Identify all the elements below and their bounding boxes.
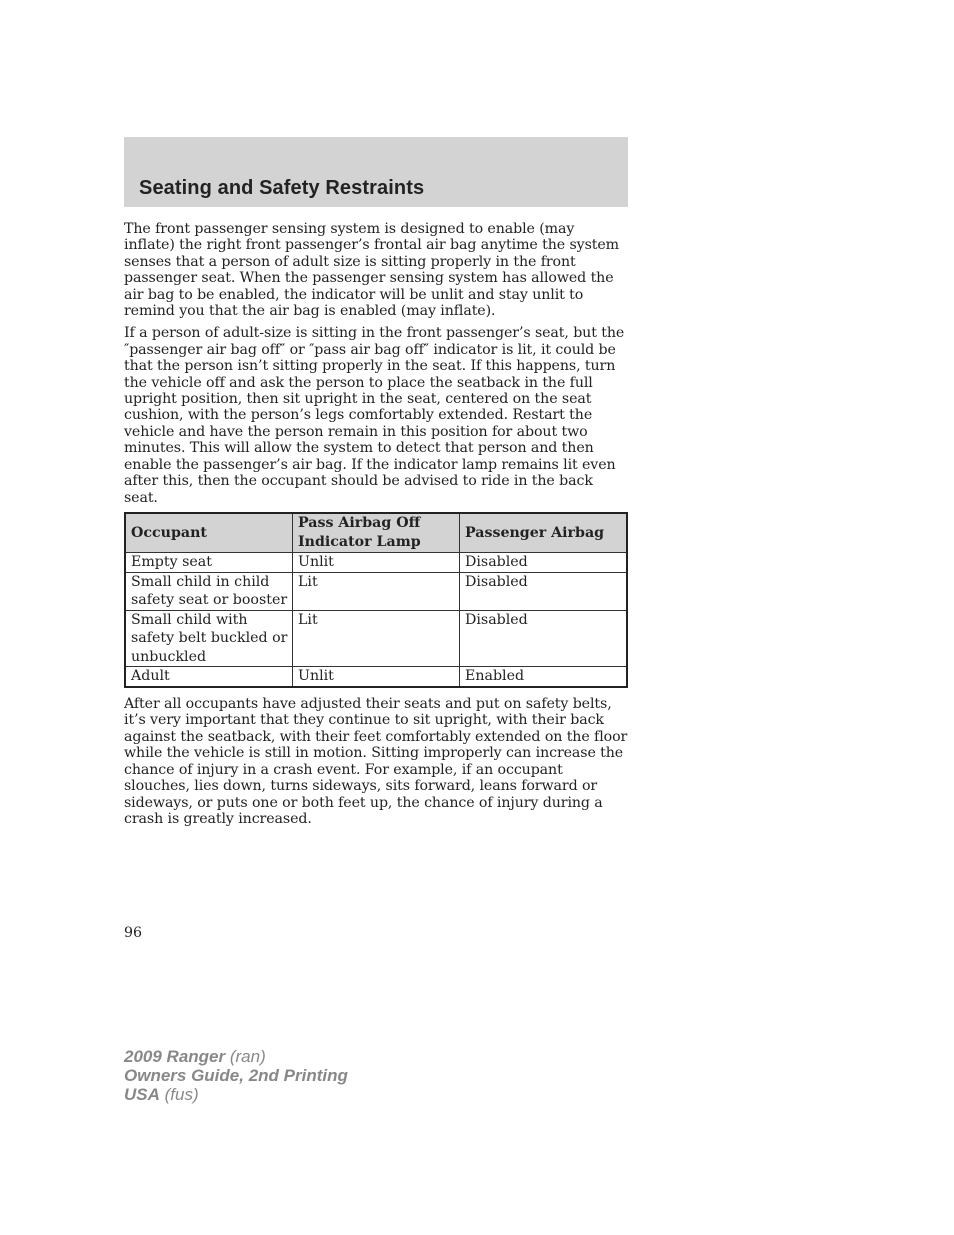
footer-model-code: (ran) [229,1047,266,1066]
document-footer [124,1047,348,1104]
footer-model-name: 2009 Ranger [124,1047,226,1066]
table-cell-indicator: Lit [293,610,460,667]
table-cell-indicator: Unlit [293,552,460,572]
footer-guide-edition: Owners Guide, 2nd Printing [124,1066,348,1085]
table-row [125,610,627,667]
table-cell-occupant: Empty seat [125,552,293,572]
table-row [125,572,627,610]
table-cell-occupant: Small child in child safety seat or booster [125,572,293,610]
footer-line-market [124,1085,348,1104]
table-row [125,552,627,572]
table-cell-airbag: Disabled [460,610,628,667]
footer-market-name: USA [124,1085,160,1104]
paragraph-intro: The front passenger sensing system is designed to enable (may inflate) the right front passenger’s frontal air bag anytime the system senses that a person of adult size is sitting properly in the front passenger seat. When the passenger sensing system has allowed the air bag to be enabled, the indicator will be unlit and stay unlit to remind you that the air bag is enabled (may inflate). [124,221,619,320]
footer-line-model [124,1047,348,1066]
table-cell-indicator: Lit [293,572,460,610]
footer-market-code: (fus) [164,1085,199,1104]
table-cell-airbag: Disabled [460,552,628,572]
footer-line-guide [124,1066,348,1085]
section-header-bar [124,137,628,207]
table-cell-airbag: Disabled [460,572,628,610]
page-number: 96 [124,925,143,941]
column-header-indicator-lamp: Pass Airbag Off Indicator Lamp [293,513,460,553]
table-row [125,667,627,687]
paragraph-sitting-upright: After all occupants have adjusted their seats and put on safety belts, it’s very important that they continue to sit upright, with their back against the seatback, with their feet comfortably extended on the floor while the vehicle is still in motion. Sitting improperly can increase the chance of injury in a crash event. For example, if an occupant slouches, lies down, turns sideways, sits forward, leans forward or sideways, or puts one or both feet up, the chance of injury during a crash is greatly increased. [124,696,628,827]
table-cell-occupant: Adult [125,667,293,687]
paragraph-adult-instructions: If a person of adult-size is sitting in the front passenger’s seat, but the ″passenger air bag off″ or ″pass air bag off″ indicator is lit, it could be that the person isn’t sitting properly in the seat. If this happens, turn the vehicle off and ask the person to place the seatback in the full upright position, then sit upright in the seat, centered on the seat cushion, with the person’s legs comfortably extended. Restart the vehicle and have the person remain in this position for about two minutes. This will allow the system to detect that person and then enable the passenger’s air bag. If the indicator lamp remains lit even after this, then the occupant should be advised to ride in the back seat. [124,325,625,506]
table-header-row [125,513,627,553]
table-cell-occupant: Small child with safety belt buckled or unbuckled [125,610,293,667]
column-header-occupant: Occupant [125,513,293,553]
main-content [124,221,628,833]
table-cell-indicator: Unlit [293,667,460,687]
column-header-passenger-airbag: Passenger Airbag [460,513,628,553]
airbag-status-table [124,512,628,688]
table-cell-airbag: Enabled [460,667,628,687]
section-title: Seating and Safety Restraints [139,177,425,199]
